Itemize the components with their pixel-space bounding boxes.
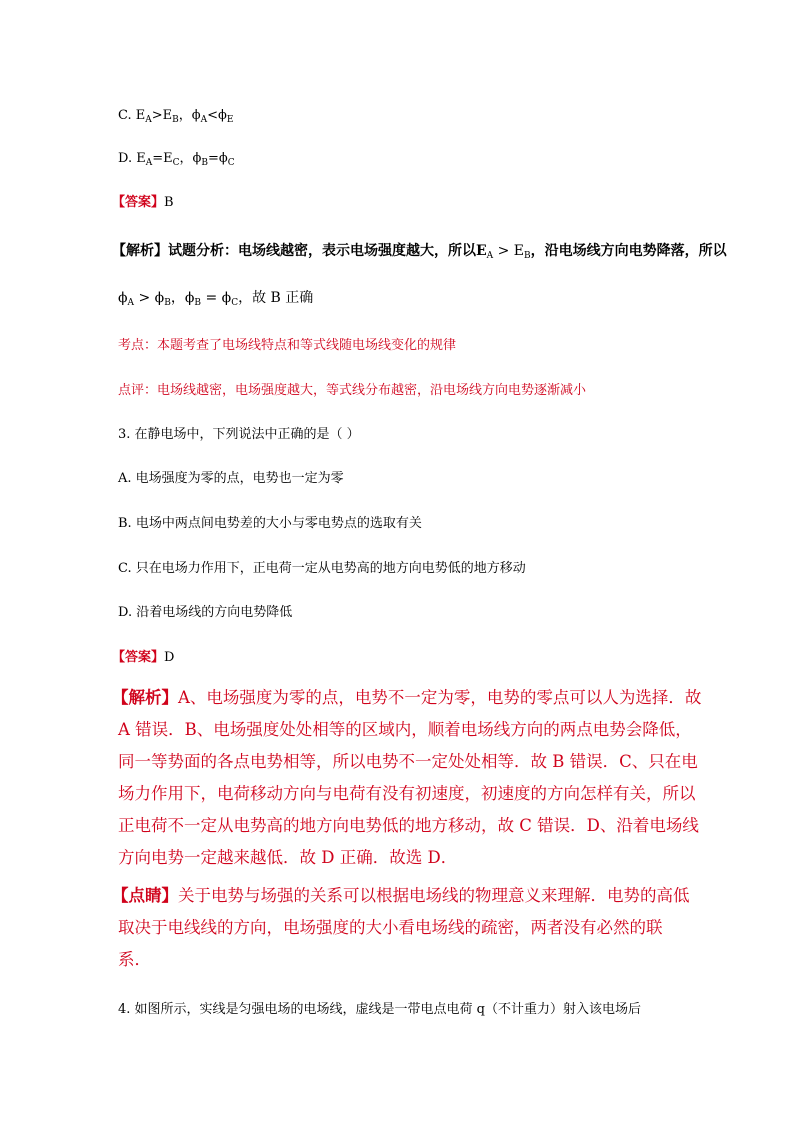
q3-analysis-line-2: A 错误．B、电场强度处处相等的区域内，顺着电场线方向的两点电势会降低，: [118, 720, 692, 739]
q3-dianjing-line-2: 取决于电线线的方向，电场强度的大小看电场线的疏密，两者没有必然的联: [118, 918, 663, 937]
q2-analysis-line-1: 【解析】试题分析：电场线越密，表示电场强度越大，所以$E_A > E_B$，沿电场线方向电势降落，所以: [112, 243, 727, 261]
answer-label: 【答案】: [112, 650, 165, 665]
q2-option-d: D. $E_A=E_C$，$\phi_B=\phi_C$: [118, 151, 235, 168]
q3-answer: [112, 646, 174, 665]
q2-kaodian: 考点：本题考查了电场线特点和等式线随电场线变化的规律: [118, 338, 457, 353]
q3-analysis-line-5: 正电荷不一定从电势高的地方向电势低的地方移动，故 C 错误．D、沿着电场线: [118, 816, 699, 835]
q4-stem: 4. 如图所示，实线是匀强电场的电场线，虚线是一带电点电荷 q（不计重力）射入该电场后: [118, 1002, 641, 1017]
q3-stem: 3. 在静电场中，下列说法中正确的是（ ）: [118, 427, 360, 442]
q2-option-c: C. $E_A>E_B$，$\phi_A<\phi_E$: [118, 108, 234, 125]
q2-analysis-line-2: $\phi_A > \phi_B$，$\phi_B = \phi_C$，故 B 正确: [118, 290, 314, 308]
answer-value: B: [164, 195, 174, 210]
q2-dianping: 点评：电场线越密，电场强度越大，等式线分布越密，沿电场线方向电势逐渐减小: [118, 383, 587, 398]
q3-option-b: B. 电场中两点间电势差的大小与零电势点的选取有关: [118, 516, 422, 531]
q3-option-a: A. 电场强度为零的点，电势也一定为零: [118, 471, 344, 486]
q3-analysis-line-1: 【解析】A、电场强度为零的点，电势不一定为零，电势的零点可以人为选择．故: [112, 688, 702, 707]
q3-option-d: D. 沿着电场线的方向电势降低: [118, 605, 293, 620]
q3-dianjing-line-3: 系．: [118, 950, 151, 969]
q3-analysis-line-3: 同一等势面的各点电势相等，所以电势不一定处处相等．故 B 错误．C、只在电: [118, 752, 698, 771]
dianjing-label: 【点睛】: [112, 886, 178, 905]
answer-value: D: [164, 650, 175, 665]
analysis-label: 【解析】: [112, 688, 178, 707]
analysis-label: 【解析】: [112, 243, 168, 259]
q3-analysis-line-4: 场力作用下，电荷移动方向与电荷有没有初速度，初速度的方向怎样有关，所以: [118, 784, 696, 803]
q3-dianjing-line-1: 【点睛】关于电势与场强的关系可以根据电场线的物理意义来理解．电势的高低: [112, 886, 690, 905]
answer-label: 【答案】: [112, 195, 165, 210]
q3-analysis-line-6: 方向电势一定越来越低．故 D 正确．故选 D．: [118, 848, 458, 867]
q2-answer: [112, 191, 174, 210]
q3-option-c: C. 只在电场力作用下，正电荷一定从电势高的地方向电势低的地方移动: [118, 561, 526, 576]
